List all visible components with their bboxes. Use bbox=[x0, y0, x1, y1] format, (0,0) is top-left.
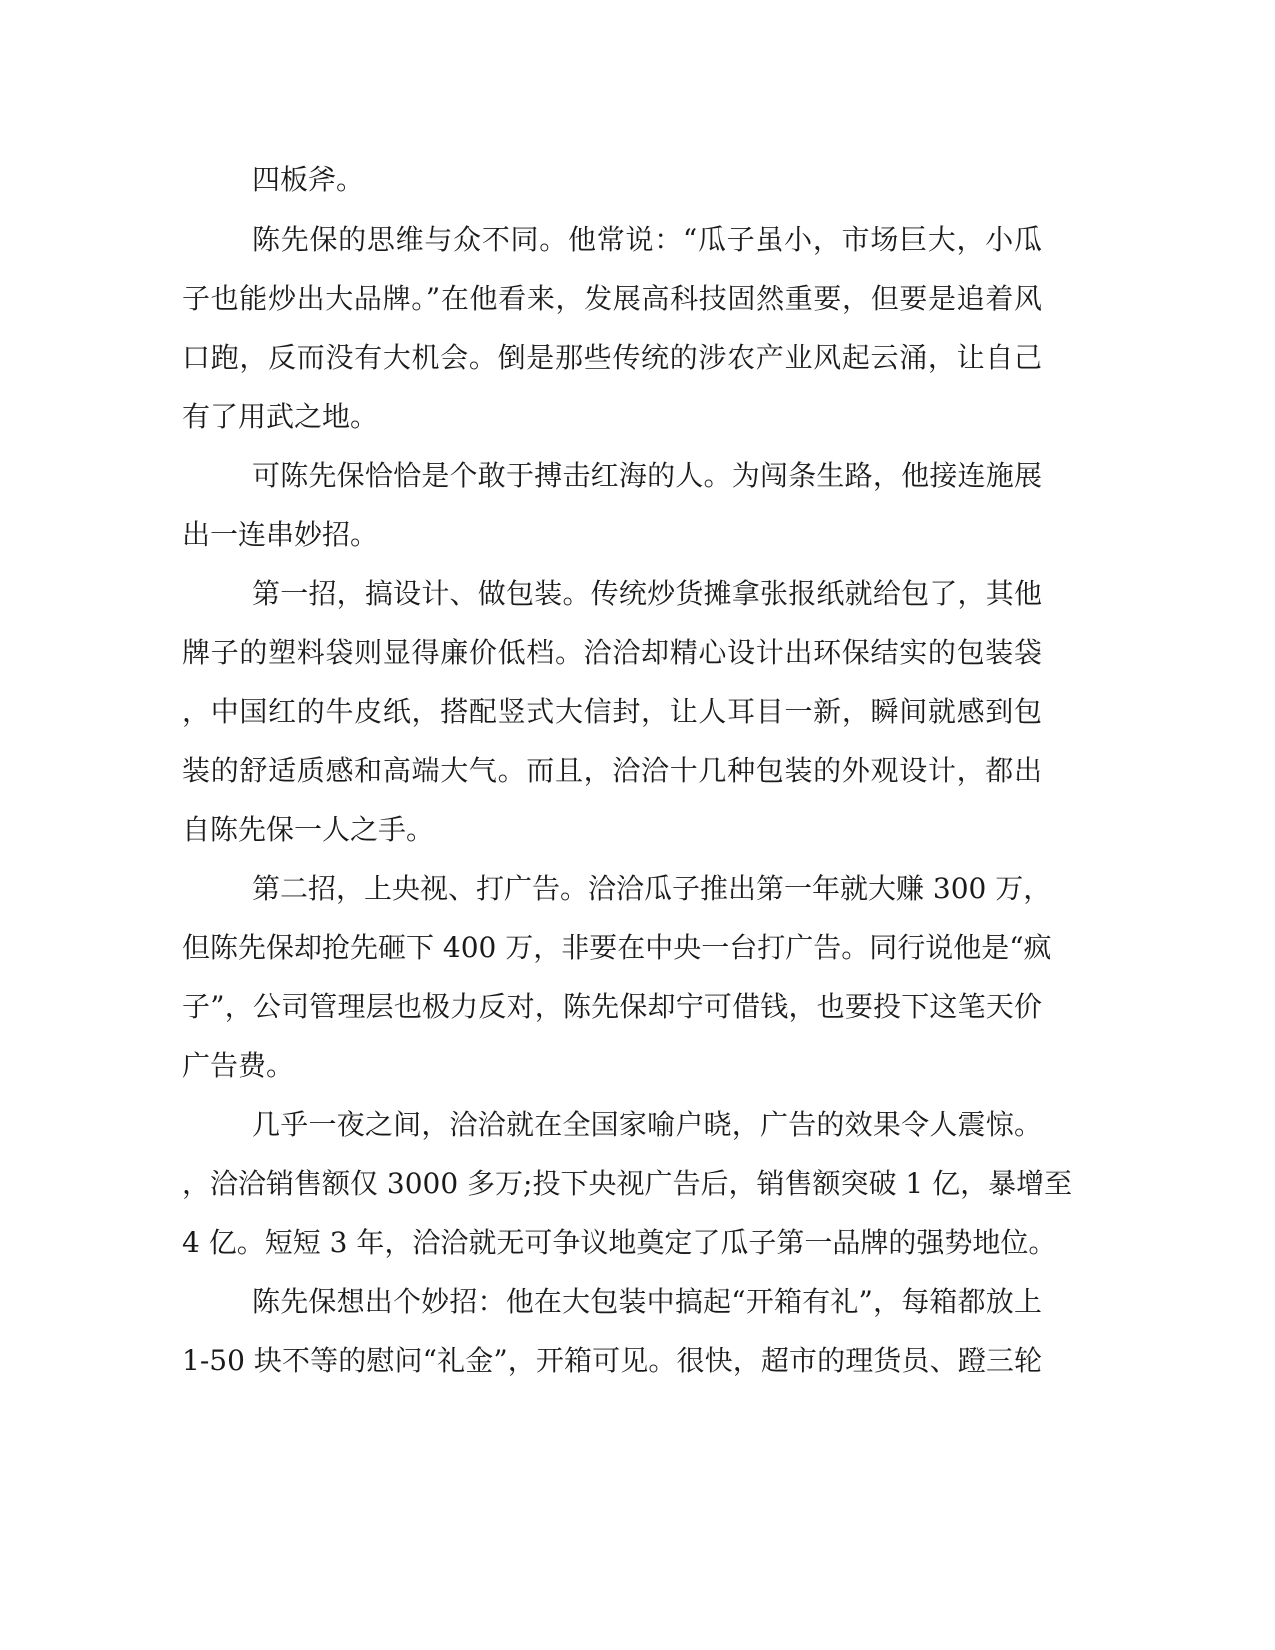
text-line: 第一招，搞设计、做包装。传统炒货摊拿张报纸就给包了，其他 bbox=[252, 577, 1042, 610]
text-line: 广告费。 bbox=[182, 1049, 295, 1082]
text-line: 可陈先保恰恰是个敢于搏击红海的人。为闯条生路，他接连施展 bbox=[252, 459, 1042, 492]
text-line: 有了用武之地。 bbox=[182, 400, 379, 433]
text-line: 四板斧。 bbox=[252, 163, 365, 196]
text-line: 陈先保的思维与众不同。他常说：“瓜子虽小，市场巨大，小瓜 bbox=[252, 223, 1042, 256]
text-line: 第二招，上央视、打广告。洽洽瓜子推出第一年就大赚 300 万， bbox=[252, 872, 1052, 905]
text-line: 子”，公司管理层也极力反对，陈先保却宁可借钱，也要投下这笔天价 bbox=[182, 990, 1042, 1023]
text-line: 口跑，反而没有大机会。倒是那些传统的涉农产业风起云涌，让自己 bbox=[182, 341, 1042, 374]
text-line: ，洽洽销售额仅 3000 多万;投下央视广告后，销售额突破 1 亿，暴增至 bbox=[182, 1167, 1073, 1200]
text-line: 装的舒适质感和高端大气。而且，洽洽十几种包装的外观设计，都出 bbox=[182, 754, 1042, 787]
text-line: 出一连串妙招。 bbox=[182, 518, 379, 551]
text-line: 几乎一夜之间，洽洽就在全国家喻户晓，广告的效果令人震惊。 bbox=[252, 1108, 1042, 1141]
text-line: 陈先保想出个妙招：他在大包装中搞起“开箱有礼”，每箱都放上 bbox=[252, 1285, 1042, 1318]
text-line: ，中国红的牛皮纸，搭配竖式大信封，让人耳目一新，瞬间就感到包 bbox=[182, 695, 1042, 728]
text-line: 子也能炒出大品牌。”在他看来，发展高科技固然重要，但要是追着风 bbox=[182, 282, 1042, 315]
text-line: 自陈先保一人之手。 bbox=[182, 813, 435, 846]
text-line: 但陈先保却抢先砸下 400 万，非要在中央一台打广告。同行说他是“疯 bbox=[182, 931, 1052, 964]
text-line: 4 亿。短短 3 年，洽洽就无可争议地奠定了瓜子第一品牌的强势地位。 bbox=[182, 1226, 1057, 1259]
text-line: 牌子的塑料袋则显得廉价低档。洽洽却精心设计出环保结实的包装袋 bbox=[182, 636, 1042, 669]
text-line: 1-50 块不等的慰问“礼金”，开箱可见。很快，超市的理货员、蹬三轮 bbox=[182, 1344, 1042, 1377]
